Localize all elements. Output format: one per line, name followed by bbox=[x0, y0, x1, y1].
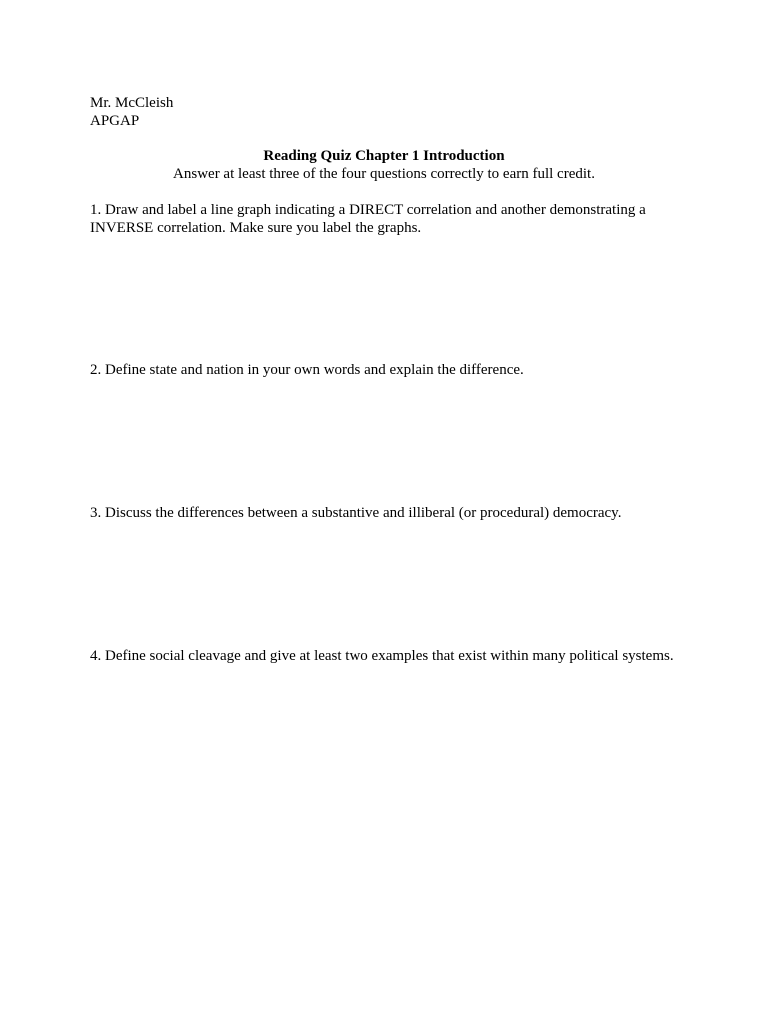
question-3: 3. Discuss the differences between a substantive and illiberal (or procedural) democracy. bbox=[90, 505, 622, 521]
quiz-instructions: Answer at least three of the four questions correctly to earn full credit. bbox=[173, 166, 595, 182]
quiz-title: Reading Quiz Chapter 1 Introduction bbox=[263, 148, 505, 164]
teacher-name: Mr. McCleish bbox=[90, 95, 174, 111]
question-4: 4. Define social cleavage and give at least two examples that exist within many political systems. bbox=[90, 648, 674, 664]
course-name: APGAP bbox=[90, 113, 140, 129]
question-1: 1. Draw and label a line graph indicating a DIRECT correlation and another demonstrating a INVERSE correlation. Make sure you label the graphs. bbox=[90, 202, 646, 236]
question-2: 2. Define state and nation in your own words and explain the difference. bbox=[90, 362, 524, 378]
